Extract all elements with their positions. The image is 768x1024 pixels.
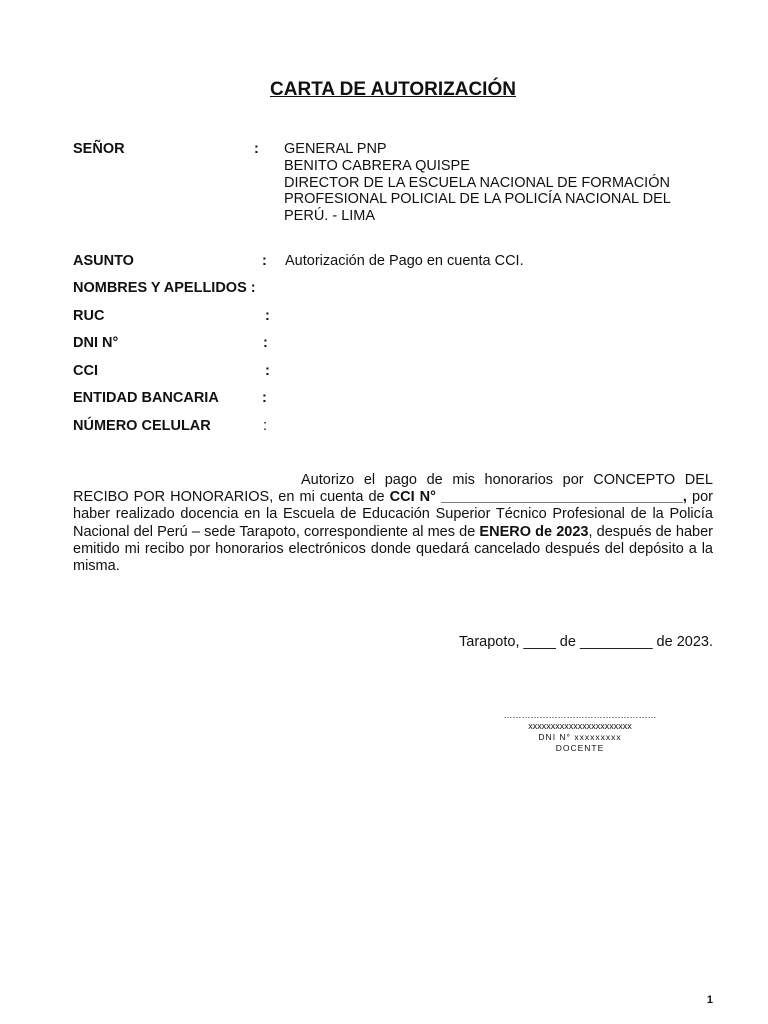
document-title: CARTA DE AUTORIZACIÓN	[270, 79, 516, 100]
field-label-nombres: NOMBRES Y APELLIDOS :	[73, 280, 256, 296]
month-year: ENERO de 2023	[479, 523, 589, 540]
signer-dni: DNI N° xxxxxxxxx	[538, 732, 622, 742]
signature-block	[480, 710, 680, 754]
addressee-line: PROFESIONAL POLICIAL DE LA POLICÍA NACIONAL DEL	[284, 191, 671, 208]
asunto-value: Autorización de Pago en cuenta CCI.	[285, 253, 524, 269]
signature-line: ……………………………………………	[503, 710, 657, 720]
field-label-celular: NÚMERO CELULAR	[73, 418, 211, 434]
field-label-entidad: ENTIDAD BANCARIA	[73, 390, 219, 406]
field-colon-ruc: :	[265, 308, 270, 324]
addressee-line: BENITO CABRERA QUISPE	[284, 157, 470, 174]
place-date: Tarapoto, ____ de _________ de 2023.	[459, 634, 713, 650]
addressee-block	[284, 141, 671, 225]
addressee-line: PERÚ. - LIMA	[284, 208, 376, 225]
asunto-label: ASUNTO	[73, 253, 134, 269]
authorization-paragraph	[73, 472, 713, 575]
asunto-colon: :	[262, 253, 267, 269]
field-colon-cci: :	[265, 363, 270, 379]
paragraph-text-2: por haber realizado docencia en la Escuela de Educación Superior Técnico Profesional de la Policía Nacional del Perú – sede Tarapoto, correspondiente al mes de	[73, 489, 713, 540]
field-colon-entidad: :	[262, 390, 267, 406]
addressee-line: DIRECTOR DE LA ESCUELA NACIONAL DE FORMACIÓN	[284, 174, 670, 191]
paragraph-text-3: , después de haber emitido mi recibo por honorarios electrónicos donde quedará cancelado después del depósito a la misma.	[73, 523, 713, 575]
cci-number-blank: CCI N° ______________________________,	[389, 489, 687, 506]
field-label-ruc: RUC	[73, 308, 105, 324]
signer-name: xxxxxxxxxxxxxxxxxxxxxxx	[528, 721, 632, 731]
page-number: 1	[706, 994, 713, 1006]
field-colon-celular: :	[263, 418, 268, 434]
field-label-dni: DNI N°	[73, 335, 119, 351]
senor-label: SEÑOR	[73, 141, 125, 157]
paragraph-text-1: Autorizo el pago de mis honorarios por CONCEPTO DEL RECIBO POR HONORARIOS, en mi cuenta de	[73, 472, 713, 506]
senor-colon: :	[254, 141, 259, 157]
signer-role: DOCENTE	[555, 743, 605, 753]
field-label-cci: CCI	[73, 363, 98, 379]
addressee-line: GENERAL PNP	[284, 141, 387, 157]
field-colon-dni: :	[263, 335, 268, 351]
